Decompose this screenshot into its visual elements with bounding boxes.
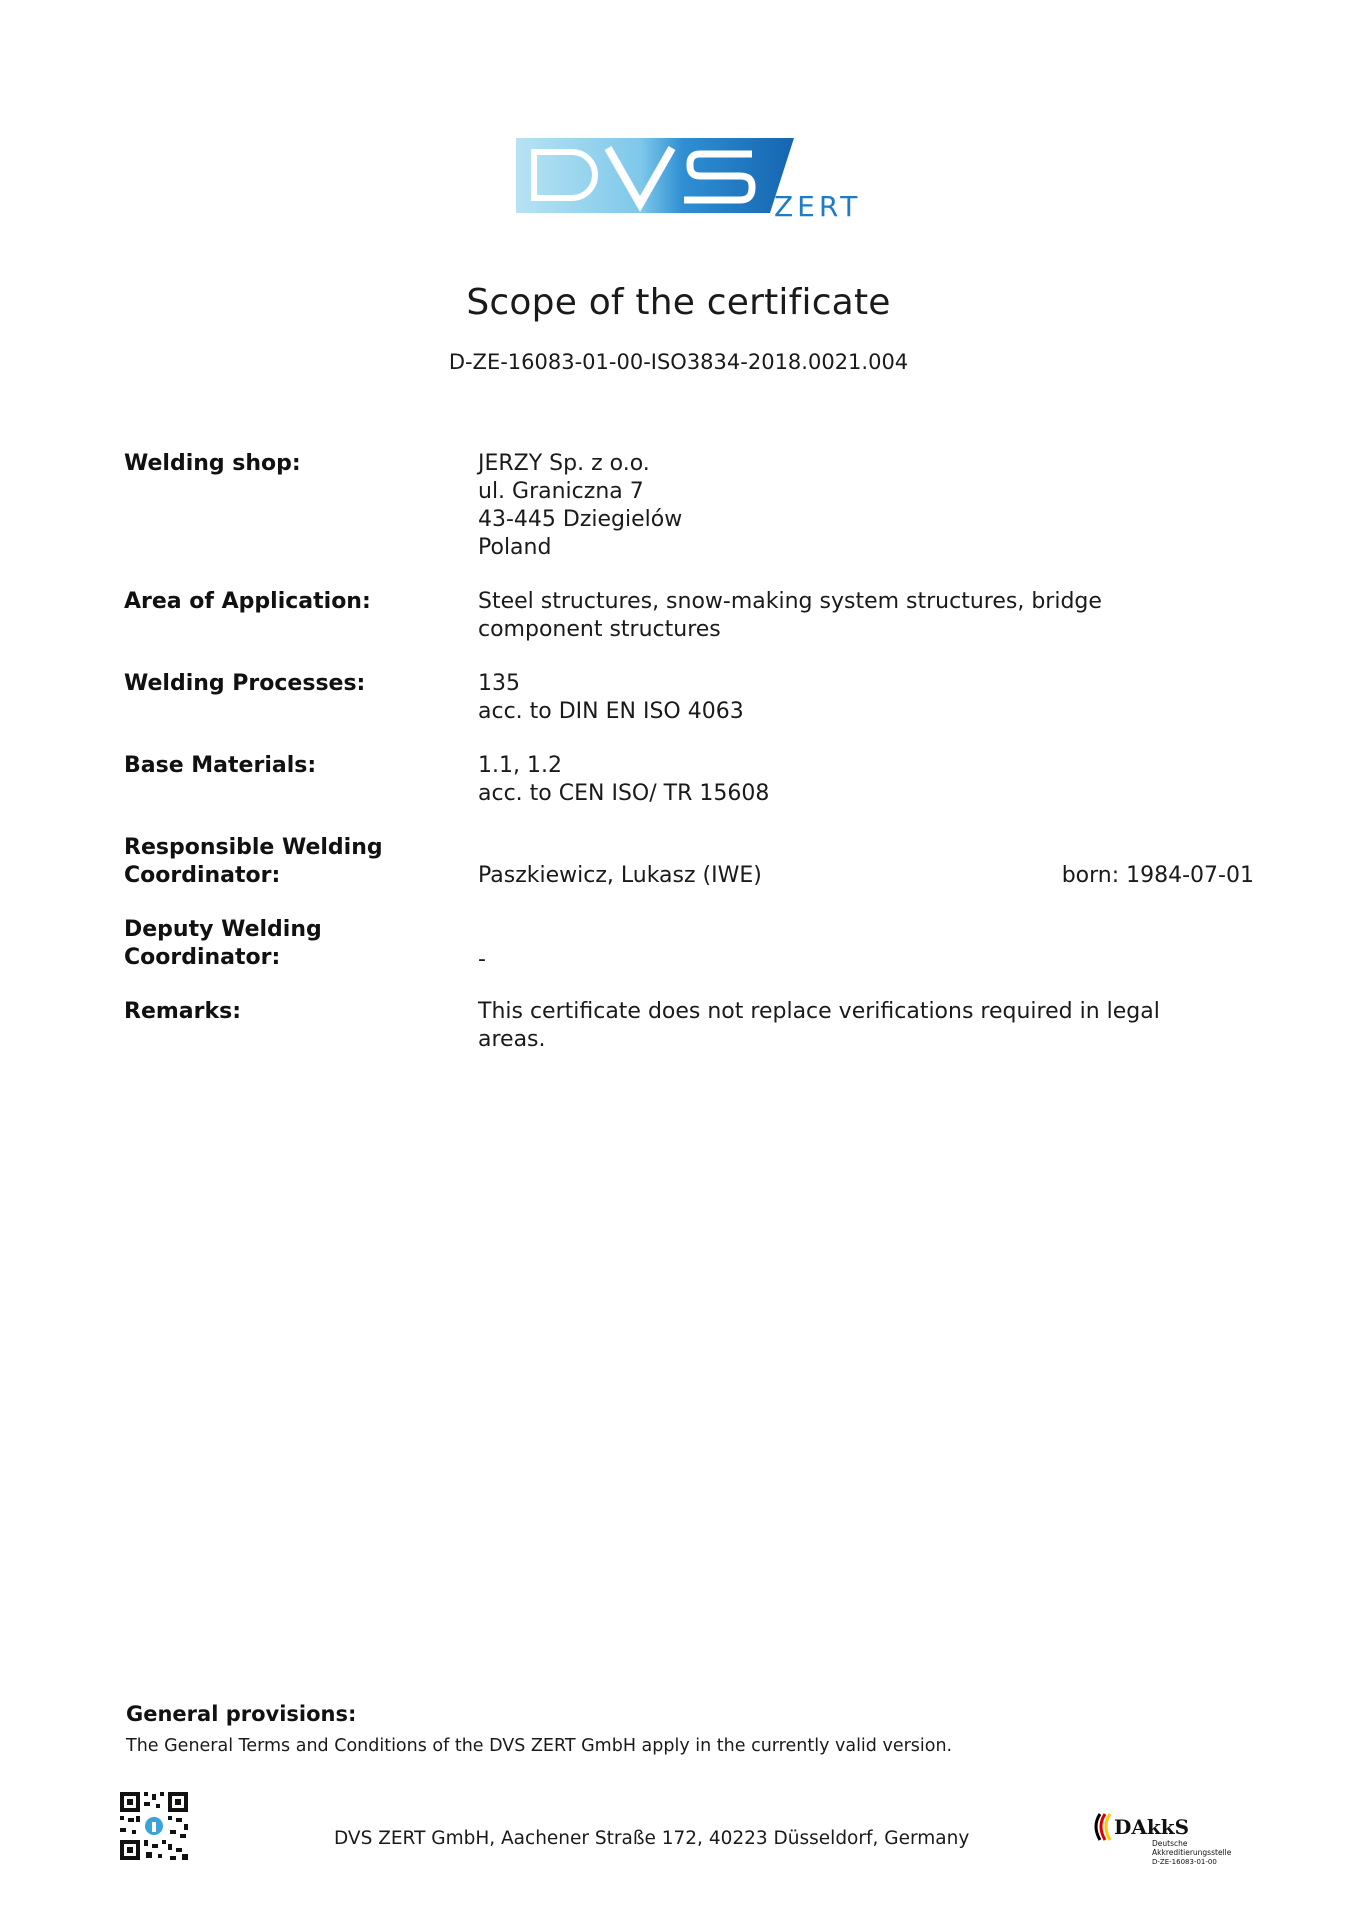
qr-code-icon <box>118 1790 190 1862</box>
label-line: Deputy Welding <box>124 917 322 942</box>
value-line: acc. to DIN EN ISO 4063 <box>478 699 744 724</box>
page-title: Scope of the certificate <box>466 282 891 323</box>
value-line: 135 <box>478 671 520 696</box>
processes-value <box>478 670 1218 726</box>
dakks-line3: D-ZE-16083-01-00 <box>1152 1858 1217 1866</box>
welding-shop-value <box>478 450 1218 562</box>
value-line: areas. <box>478 1027 546 1052</box>
footer-address: DVS ZERT GmbH, Aachener Straße 172, 40223 Düsseldorf, Germany <box>334 1828 970 1849</box>
remarks-value <box>478 998 1218 1054</box>
general-provisions-text: The General Terms and Conditions of the DVS ZERT GmbH apply in the currently valid version. <box>126 1736 953 1756</box>
dakks-line2: Akkreditierungsstelle <box>1152 1848 1232 1857</box>
general-provisions-title: General provisions: <box>126 1702 357 1726</box>
responsible-coordinator-value: Paszkiewicz, Lukasz (IWE) <box>478 863 762 888</box>
deputy-coordinator-label <box>124 916 454 972</box>
address-line: JERZY Sp. z o.o. <box>478 451 650 476</box>
born-date: born: 1984-07-01 <box>1061 863 1254 888</box>
value-line: 1.1, 1.2 <box>478 753 562 778</box>
area-label: Area of Application: <box>124 589 371 614</box>
address-line: 43-445 Dziegielów <box>478 507 683 532</box>
responsible-coordinator-label <box>124 834 454 890</box>
base-materials-value <box>478 752 1218 808</box>
value-line: This certificate does not replace verifications required in legal <box>478 999 1160 1024</box>
label-line: Responsible Welding <box>124 835 383 860</box>
base-materials-label: Base Materials: <box>124 753 317 778</box>
certificate-number: D-ZE-16083-01-00-ISO3834-2018.0021.004 <box>448 350 909 374</box>
address-line: ul. Graniczna 7 <box>478 479 644 504</box>
label-line: Coordinator: <box>124 863 281 888</box>
remarks-label: Remarks: <box>124 999 242 1024</box>
label-line: Coordinator: <box>124 945 281 970</box>
deputy-coordinator-value: - <box>478 947 486 972</box>
address-line: Poland <box>478 535 552 560</box>
processes-label: Welding Processes: <box>124 671 366 696</box>
dvs-zert-logo <box>516 138 878 222</box>
logo-suffix: ZERT <box>774 190 862 222</box>
welding-shop-label: Welding shop: <box>124 451 301 476</box>
dakks-line1: Deutsche <box>1152 1839 1188 1848</box>
value-line: component structures <box>478 617 721 642</box>
dakks-accreditation-logo <box>1092 1808 1252 1868</box>
area-value <box>478 588 1218 644</box>
value-line: acc. to CEN ISO/ TR 15608 <box>478 781 770 806</box>
dakks-name: DAkkS <box>1114 1815 1190 1839</box>
value-line: Steel structures, snow-making system structures, bridge <box>478 589 1102 614</box>
